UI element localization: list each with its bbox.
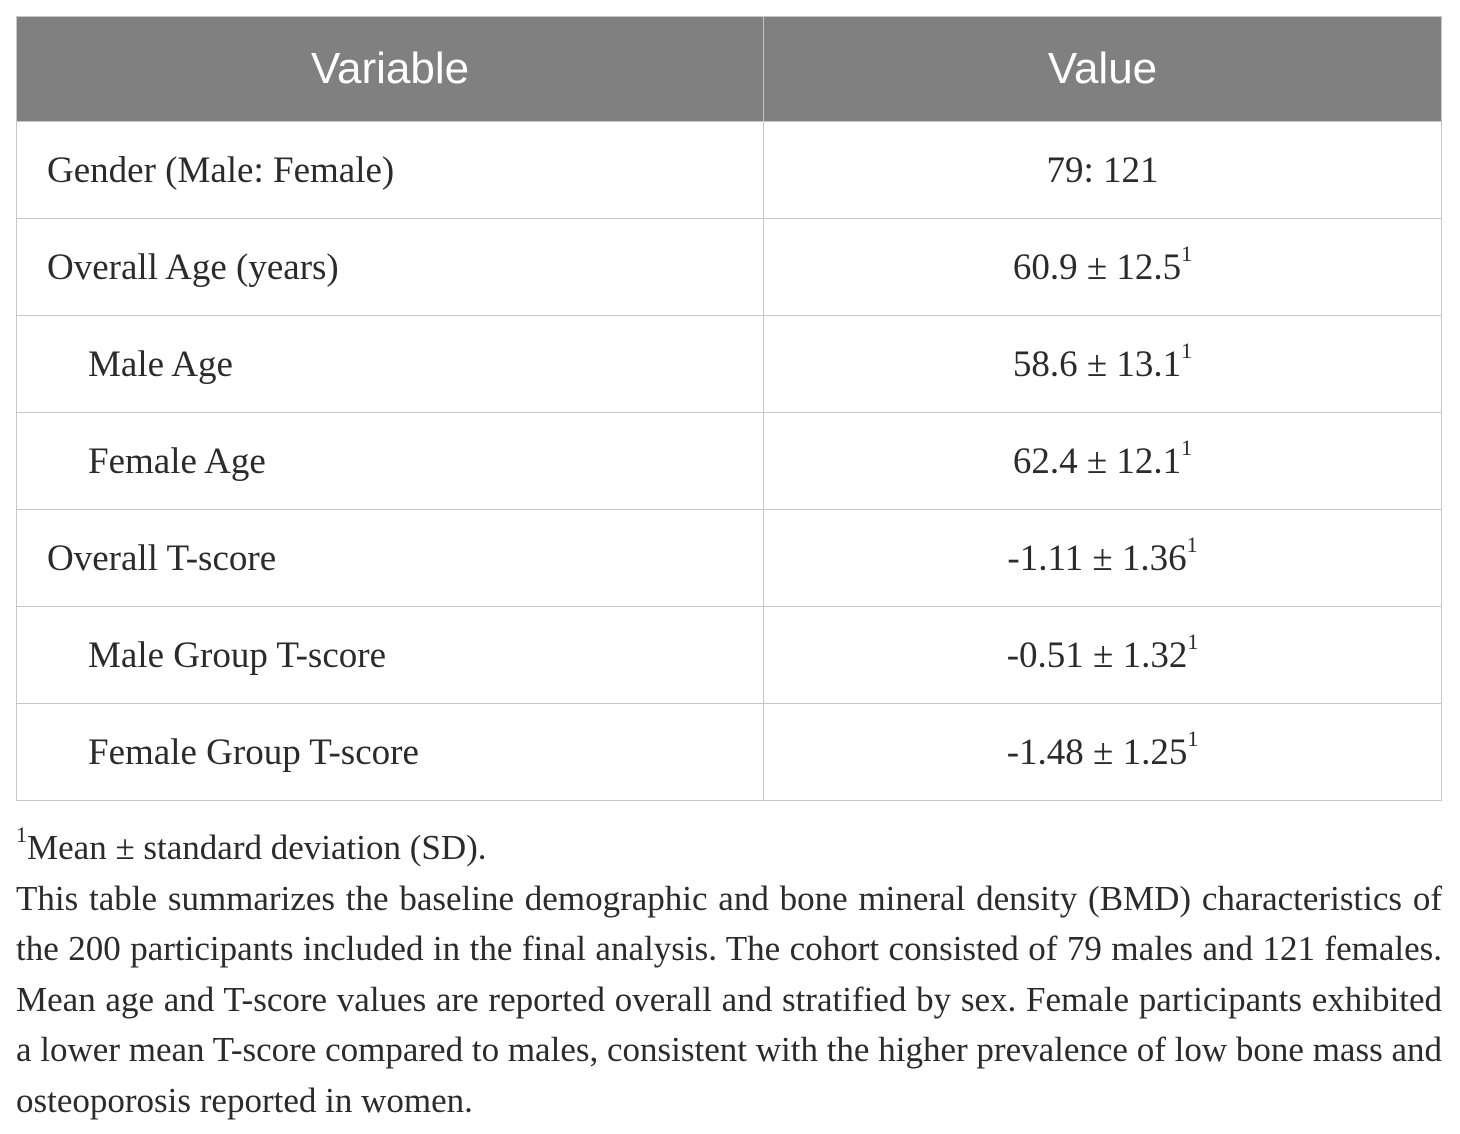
- table-row: [17, 704, 1442, 801]
- row-value: $58.6 \pm 13.1^1$: [764, 316, 1442, 413]
- row-label: Gender (Male: Female): [17, 122, 764, 219]
- row-label: Male Group T-score: [17, 607, 764, 704]
- row-value: $-0.51 \pm 1.32^1$: [764, 607, 1442, 704]
- row-value: 79: 121: [764, 122, 1442, 219]
- baseline-characteristics-table: [16, 16, 1442, 801]
- row-value: $60.9 \pm 12.5^1$: [764, 219, 1442, 316]
- row-value: $-1.11 \pm 1.36^1$: [764, 510, 1442, 607]
- table-header-row: [17, 17, 1442, 122]
- row-label: Male Age: [17, 316, 764, 413]
- table-row: [17, 122, 1442, 219]
- row-label: Female Group T-score: [17, 704, 764, 801]
- table-row: [17, 316, 1442, 413]
- row-label: Female Age: [17, 413, 764, 510]
- table-row: [17, 219, 1442, 316]
- table-row: [17, 413, 1442, 510]
- row-label: Overall T-score: [17, 510, 764, 607]
- header-value: Value: [764, 17, 1442, 122]
- footnote-text: Mean ± standard deviation (SD).: [27, 828, 487, 867]
- table-row: [17, 607, 1442, 704]
- footnote: [16, 823, 1442, 874]
- row-value: $62.4 \pm 12.1^1$: [764, 413, 1442, 510]
- table-row: [17, 510, 1442, 607]
- row-value: $-1.48 \pm 1.25^1$: [764, 704, 1442, 801]
- footnote-marker: 1: [16, 822, 27, 848]
- header-variable: Variable: [17, 17, 764, 122]
- row-label: Overall Age (years): [17, 219, 764, 316]
- table-notes: [16, 823, 1442, 1126]
- table-description: This table summarizes the baseline demographic and bone mineral density (BMD) characteristics of the 200 participants included in the final analysis. The cohort consisted of 79 males and 121 females. Mean age and T-score values are reported overall and stratified by sex. Female participants exhibited a lower mean T-score compared to males, consistent with the higher prevalence of low bone mass and osteoporosis reported in women.: [16, 878, 1442, 1120]
